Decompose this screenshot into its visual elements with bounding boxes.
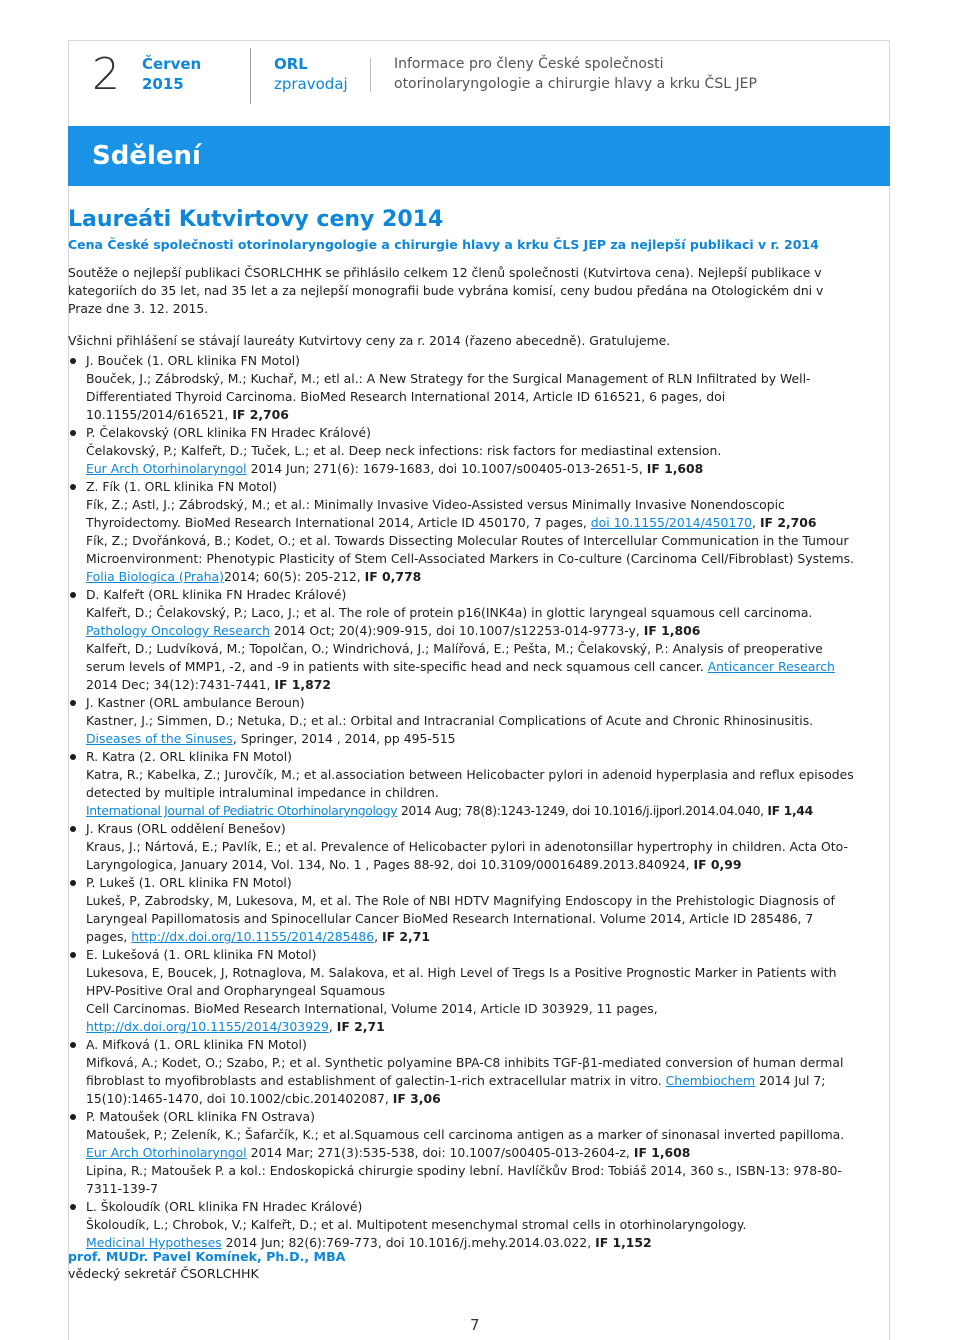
publication: Čelakovský, P.; Kalfeřt, D.; Tuček, L.; et al. Deep neck infections: risk factors for mediastinal extension. — [86, 443, 722, 458]
laureate-name: E. Lukešová (1. ORL klinika FN Motol) — [86, 947, 317, 962]
header-divider-2 — [370, 58, 371, 92]
issue-date — [142, 54, 201, 94]
publication-ref: 2014 Dec; 34(12):7431-7441, — [86, 677, 275, 692]
publication: Fík, Z.; Dvořánková, B.; Kodet, O.; et al. Towards Dissecting Molecular Routes of Intercellular Communication in the Tumour Microenvironment: Phenotypic Plasticity of Stem Cell-Associated Markers in Co-culture (Carcinoma Cell/Fibroblast) Systems. — [86, 533, 854, 566]
publication-ref: 2014 Mar; 271(3):535-538, doi: 10.1007/s00405-013-2604-z, — [246, 1145, 634, 1160]
org-line1: Informace pro členy České společnosti — [394, 56, 664, 72]
article-subtitle: Cena České společnosti otorinolaryngologie a chirurgie hlavy a krku ČLS JEP za nejlepší publikaci v r. 2014 — [68, 237, 819, 252]
impact-factor: IF 1,806 — [643, 623, 701, 638]
list-item — [68, 820, 858, 874]
laureate-name: J. Bouček (1. ORL klinika FN Motol) — [86, 353, 300, 368]
bullet-icon — [70, 430, 76, 436]
list-item — [68, 694, 858, 748]
publication-ref: , Springer, 2014 , 2014, pp 495-515 — [232, 731, 456, 746]
publication: Katra, R.; Kabelka, Z.; Jurovčík, M.; et al.association between Helicobacter pylori in adenoid hyperplasia and reflux episodes detected by multiple intraluminal impedance in children. — [86, 767, 854, 800]
signature-role: vědecký sekretář ČSORLCHHK — [68, 1266, 259, 1281]
impact-factor: IF 1,872 — [274, 677, 331, 692]
publication: Kraus, J.; Nártová, E.; Pavlík, E.; et al. Prevalence of Helicobacter pylori in adenotonsillar hypertrophy in children. Acta Oto-Laryngologica, January 2014, Vol. 134, No. 1 , Pages 88-92, doi 10.3109/00016489.2013.840924, — [86, 839, 848, 872]
organization — [394, 54, 757, 94]
journal-link[interactable]: Pathology Oncology Research — [86, 623, 270, 638]
laureate-name: P. Čelakovský (ORL klinika FN Hradec Králové) — [86, 425, 371, 440]
publication: Lukesova, E, Boucek, J, Rotnaglova, M. Salakova, et al. High Level of Tregs Is a Positive Prognostic Marker in Patients with HPV-Positive Oral and Oropharyngeal Squamous — [86, 965, 837, 998]
publication-ref: 2014 Jul 7; 15(10):1465-1470, doi 10.1002/cbic.201402087, — [86, 1073, 826, 1106]
separator: , — [752, 515, 760, 530]
doi-link[interactable]: http://dx.doi.org/10.1155/2014/303929 — [86, 1019, 329, 1034]
impact-factor: IF 0,778 — [364, 569, 422, 584]
bullet-icon — [70, 358, 76, 364]
impact-factor: IF 1,608 — [633, 1145, 691, 1160]
journal-link[interactable]: Eur Arch Otorhinolaryngol — [86, 461, 247, 476]
journal-line2: zpravodaj — [274, 75, 348, 93]
impact-factor: IF 1,152 — [595, 1235, 652, 1250]
publication: Fík, Z.; Astl, J.; Zábrodský, M.; et al.: Minimally Invasive Video-Assisted versus Minimally Invasive Nonendoscopic Thyroidectomy. BioMed Research International 2014, Article ID 450170, 7 pages, — [86, 497, 785, 530]
publication: Kalfeřt, D.; Čelakovský, P.; Laco, J.; et al. The role of protein p16(INK4a) in glottic laryngeal squamous cell carcinoma. — [86, 605, 813, 620]
bullet-icon — [70, 592, 76, 598]
page-header — [68, 40, 890, 110]
publication: Kastner, J.; Simmen, D.; Netuka, D.; et al.: Orbital and Intracranial Complications of Acute and Chronic Rhinosinusitis. — [86, 713, 814, 728]
bullet-icon — [70, 700, 76, 706]
publication: Matoušek, P.; Zeleník, K.; Šafarčík, K.; et al.Squamous cell carcinoma antigen as a marker of sinonasal inverted papilloma. — [86, 1127, 845, 1142]
issue-number: 2 — [92, 49, 120, 100]
separator: , — [374, 929, 383, 944]
journal-line1: ORL — [274, 55, 308, 73]
bullet-icon — [70, 880, 76, 886]
laureate-name: A. Mifková (1. ORL klinika FN Motol) — [86, 1037, 307, 1052]
impact-factor: IF 3,06 — [392, 1091, 441, 1106]
laureate-name: J. Kastner (ORL ambulance Beroun) — [86, 695, 305, 710]
intro-paragraph-2: Všichni přihlášení se stávají laureáty Kutvirtovy ceny za r. 2014 (řazeno abecedně). Gratulujeme. — [68, 333, 671, 348]
list-item — [68, 424, 858, 478]
bullet-icon — [70, 1042, 76, 1048]
bullet-icon — [70, 754, 76, 760]
publication: Bouček, J.; Zábrodský, M.; Kuchař, M.; etl al.: A New Strategy for the Surgical Management of RLN Infiltrated by Well-Differentiated Thyroid Carcinoma. BioMed Research International 2014, Article ID 616521, 6 pages, doi 10.1155/2014/616521, — [86, 371, 811, 422]
issue-month: Červen — [142, 55, 202, 73]
publication-cont: Cell Carcinomas. BioMed Research International, Volume 2014, Article ID 303929, 11 pages, — [86, 1001, 658, 1016]
laureate-list — [68, 352, 858, 1252]
separator: , — [328, 1019, 337, 1034]
issue-year: 2015 — [142, 75, 184, 93]
impact-factor: IF 0,99 — [693, 857, 742, 872]
publication: Školoudík, L.; Chrobok, V.; Kalfeřt, D.; et al. Multipotent mesenchymal stromal cells in otorhinolaryngology. — [86, 1217, 747, 1232]
bullet-icon — [70, 484, 76, 490]
publication: Kalfeřt, D.; Ludvíková, M.; Topolčan, O.; Windrichová, J.; Malířová, E.; Pešta, M.; Čelakovský, P.: Analysis of preoperative serum levels of MMP1, -2, and -9 in patients with site-specific head and neck squamous cell cancer. — [86, 641, 823, 674]
list-item — [68, 874, 858, 946]
list-item — [68, 370, 858, 424]
laureate-name: R. Katra (2. ORL klinika FN Motol) — [86, 749, 292, 764]
journal-link[interactable]: Medicinal Hypotheses — [86, 1235, 222, 1250]
laureate-name: P. Matoušek (ORL klinika FN Ostrava) — [86, 1109, 315, 1124]
intro-paragraph: Soutěže o nejlepší publikaci ČSORLCHHK se přihlásilo celkem 12 členů společnosti (Kutvirtova cena). Nejlepší publikace v kategoriích do 35 let, nad 35 let a za nejlepší monografii bude vybrána komisí, ceny budou předána na Otologickém dni v Praze dne 3. 12. 2015. — [68, 265, 824, 316]
org-line2: otorinolaryngologie a chirurgie hlavy a krku ČSL JEP — [394, 76, 757, 92]
list-item — [68, 1198, 858, 1252]
journal-link[interactable]: Diseases of the Sinuses — [86, 731, 233, 746]
journal-link[interactable]: International Journal of Pediatric Otorhinolaryngology — [86, 803, 398, 818]
journal-name — [274, 54, 348, 94]
publication-ref: 2014 Jun; 82(6):769-773, doi 10.1016/j.mehy.2014.03.022, — [221, 1235, 596, 1250]
impact-factor: IF 2,706 — [232, 407, 289, 422]
publication-ref: 2014; 60(5): 205-212, — [223, 569, 365, 584]
section-title: Sdělení — [92, 141, 201, 171]
list-item — [68, 946, 858, 1036]
impact-factor: IF 2,71 — [382, 929, 430, 944]
impact-factor: IF 2,706 — [759, 515, 817, 530]
publication: Lipina, R.; Matoušek P. a kol.: Endoskopická chirurgie spodiny lební. Havlíčkův Brod: Tobiáš 2014, 360 s., ISBN-13: 978-80-7311-139-7 — [86, 1163, 842, 1196]
publication: Lukeš, P, Zabrodsky, M, Lukesova, M, et al. The Role of NBI HDTV Magnifying Endoscopy in the Prehistologic Diagnosis of Laryngeal Papillomatosis and Spinocellular Cancer BioMed Research International. Volume 2014, Article ID 285486, 7 pages, — [86, 893, 835, 944]
journal-link[interactable]: Folia Biologica (Praha) — [86, 569, 224, 584]
journal-link[interactable]: Anticancer Research — [707, 659, 835, 674]
laureate-name: L. Školoudík (ORL klinika FN Hradec Králové) — [86, 1199, 363, 1214]
signature-name: prof. MUDr. Pavel Komínek, Ph.D., MBA — [68, 1249, 346, 1264]
list-item — [68, 586, 858, 694]
publication-ref: 2014 Oct; 20(4):909-915, doi 10.1007/s12253-014-9773-y, — [269, 623, 644, 638]
impact-factor: IF 2,71 — [336, 1019, 385, 1034]
journal-link[interactable]: Eur Arch Otorhinolaryngol — [86, 1145, 247, 1160]
bullet-icon — [70, 1114, 76, 1120]
list-item — [68, 352, 858, 370]
laureate-name: D. Kalfeřt (ORL klinika FN Hradec Králové) — [86, 587, 347, 602]
laureate-name: Z. Fík (1. ORL klinika FN Motol) — [86, 479, 278, 494]
signature — [68, 1248, 345, 1282]
bullet-icon — [70, 1204, 76, 1210]
publication-ref: 2014 Aug; 78(8):1243-1249, doi 10.1016/j.ijporl.2014.04.040, — [397, 803, 768, 818]
section-banner — [68, 126, 890, 186]
list-item — [68, 1036, 858, 1108]
page-number: 7 — [470, 1316, 480, 1334]
laureate-name: J. Kraus (ORL oddělení Benešov) — [86, 821, 286, 836]
header-divider — [250, 48, 251, 104]
doi-link[interactable]: doi 10.1155/2014/450170 — [590, 515, 753, 530]
list-item — [68, 1108, 858, 1198]
publication-ref: 2014 Jun; 271(6): 1679-1683, doi 10.1007/s00405-013-2651-5, — [246, 461, 647, 476]
article-title: Laureáti Kutvirtovy ceny 2014 — [68, 207, 444, 232]
article — [68, 200, 858, 1252]
bullet-icon — [70, 826, 76, 832]
journal-link[interactable]: Chembiochem — [665, 1073, 756, 1088]
laureate-name: P. Lukeš (1. ORL klinika FN Motol) — [86, 875, 292, 890]
list-item — [68, 478, 858, 586]
doi-link[interactable]: http://dx.doi.org/10.1155/2014/285486 — [131, 929, 375, 944]
list-item — [68, 748, 858, 820]
impact-factor: IF 1,44 — [767, 803, 813, 818]
bullet-icon — [70, 952, 76, 958]
publication: Mifková, A.; Kodet, O.; Szabo, P.; et al. Synthetic polyamine BPA-C8 inhibits TGF-β1-mediated conversion of human dermal fibroblast to myofibroblasts and establishment of galectin-1-rich extracellular matrix in vitro. — [86, 1055, 844, 1088]
impact-factor: IF 1,608 — [646, 461, 704, 476]
